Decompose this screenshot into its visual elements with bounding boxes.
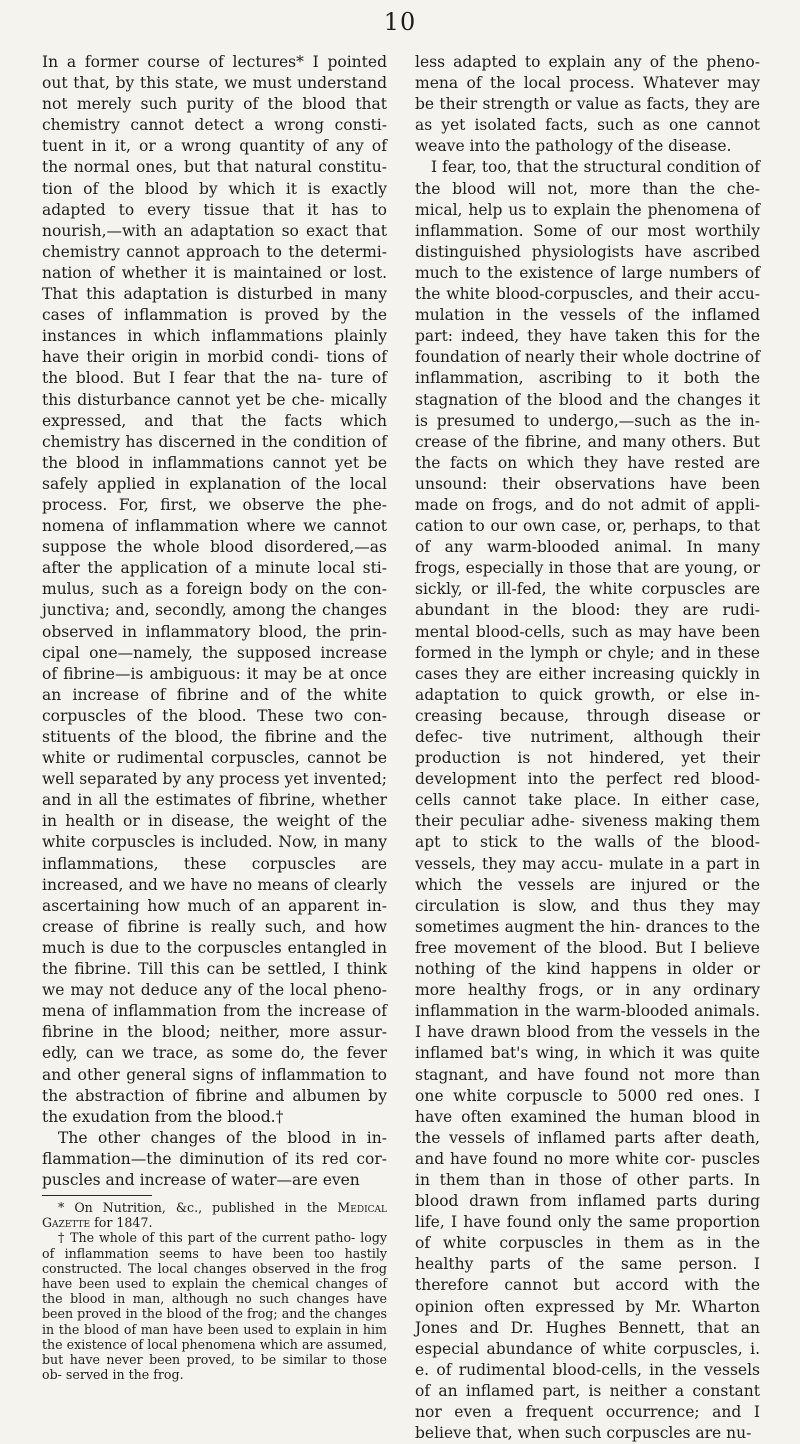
body-paragraph: In a former course of lectures* I pointed out that, by this state, we must understand not merely such purity of the blood that chemistry cannot detect a wrong consti- tuent in it, or a wrong quantity of any of the normal ones, but that natural constitu- tion of the blood by which it is exactly adapted to every tissue that it has to nourish,—with an adaptation so exact that chemistry cannot approach to the determi- nation of whether it is maintained or lost. That this adaptation is disturbed in many cases of inflammation is proved by the instances in which inflammations plainly have their origin in morbid condi- tions of the blood. But I fear that the na- ture of this disturbance cannot yet be che- mically expressed, and that the facts which chemistry has discerned in the condition of the blood in inflammations cannot yet be safely applied in explanation of the local process. For, first, we observe the phe- nomena of inflammation where we cannot suppose the whole blood disordered,—as after the application of a minute local sti- mulus, such as a foreign body on the con- junctiva; and, secondly, among the changes observed in inflammatory blood, the prin- cipal one—namely, the supposed increase of fibrine—is ambiguous: it may be at once an increase of fibrine and of the white corpuscles of the blood. These two con- stituents of the blood, the fibrine and the white or rudimental corpuscles, cannot be well separated by any process yet invented; and in all the estimates of fibrine, whether in health or in disease, the weight of the white corpuscles is included. Now, in many inflammations, these corpuscles are increased, and we have no means of clearly ascertaining how much of an apparent in- crease of fibrine is really such, and how much is due to the corpuscles entangled in the fibrine. Till this can be settled, I think we may not deduce any of the local pheno- mena of inflammation from the increase of fibrine in the blood; neither, more assur- edly, can we trace, as some do, the fever and other general signs of inflammation to the abstraction of fibrine and albumen by the exudation from the blood.† bbox=[42, 53, 387, 1126]
footnote-2: † The whole of this part of the current patho- logy of inflammation seems to have been too hastily constructed. The local changes observed in the frog have been used to explain the chemical changes of the blood in man, although no such changes have been proved in the blood of the frog; and the changes in the blood of man have been used to explain in him the existence of local phenomena which are assumed, but have never been proved, to be similar to those ob- served in the frog. bbox=[42, 1230, 387, 1383]
footnote-1-prefix: * On Nutrition, &c., published in the bbox=[58, 1200, 338, 1216]
body-paragraph: I fear, too, that the structural condition of the blood will not, more than the che- mical, help us to explain the phenomena of inflammation. Some of our most worthily distinguished physiologists have ascribed much to the existence of large numbers of the white blood-corpuscles, and their accu- mulation in the vessels of the inflamed part: indeed, they have taken this for the foundation of nearly their whole doctrine of inflammation, ascribing to it both the stagnation of the blood and the changes it is presumed to undergo,—such as the in- crease of the fibrine, and many others. But the facts on which they have rested are unsound: their observations have been made on frogs, and do not admit of appli- cation to our own case, or, perhaps, to that of any warm-blooded animal. In many frogs, especially in those that are young, or sickly, or ill-fed, the white corpuscles are abundant in the blood: they are rudi- mental blood-cells, such as may have been formed in the lymph or chyle; and in these cases they are either increasing quickly in adaptation to quick growth, or else in- creasing because, through disease or defec- tive nutriment, although their production is not hindered, yet their development into the perfect red blood-cells cannot take place. In either case, their peculiar adhe- siveness making them apt to stick to the walls of the blood-vessels, they may accu- mulate in a part in which the vessels are injured or the circulation is slow, and thus they may sometimes augment the hin- drances to the free movement of the blood. But I believe nothing of the kind happens in older or more healthy frogs, or in any ordinary inflammation in the warm-blooded animals. I have drawn blood from the vessels in the inflamed bat's wing, in which it was quite stagnant, and have found not more than one white corpuscle to 5000 red ones. I have often examined the human blood in the vessels of inflamed parts after death, and have found no more white cor- puscles in them than in those of other parts. In blood drawn from inflamed parts during life, I have found only the same proportion of white corpuscles in them as in the healthy parts of the same person. I therefore cannot but accord with the opinion often expressed by Mr. Wharton Jones and Dr. Hughes Bennett, that an especial abundance of white corpuscles, i. e. of rudimental blood-cells, in the vessels of an inflamed part, is neither a constant nor even a frequent occurrence; and I believe that, when such corpuscles are nu- bbox=[415, 158, 760, 1443]
footnote-1 bbox=[42, 1200, 387, 1230]
body-paragraph: less adapted to explain any of the pheno- mena of the local process. Whatever may be their strength or value as facts, they are as yet isolated facts, such as one cannot weave into the pathology of the disease. bbox=[415, 53, 760, 156]
right-column bbox=[415, 52, 760, 1444]
footnote-1-journal: Medical Gazette bbox=[42, 1200, 387, 1231]
footnote-1-suffix: for 1847. bbox=[90, 1215, 153, 1231]
page-number: 10 bbox=[383, 8, 417, 36]
body-paragraph: The other changes of the blood in in- flammation—the diminution of its red cor- puscles and increase of water—are even bbox=[42, 1128, 387, 1189]
footnote-divider bbox=[42, 1195, 152, 1196]
left-column bbox=[42, 52, 387, 1383]
